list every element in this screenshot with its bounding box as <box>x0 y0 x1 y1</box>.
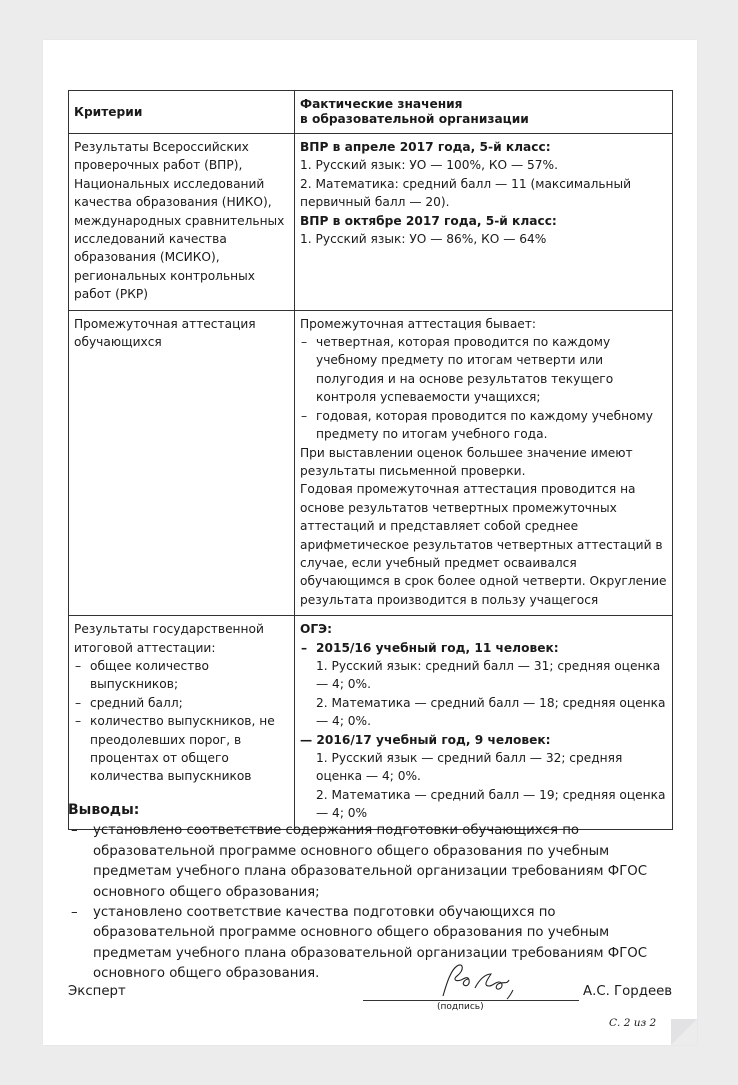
conclusion-item: – установлено соответствие качества подготовки обучающихся по образовательной программе основного общего образования по учебным предметам учебного плана образовательной организации требованиям ФГОС основного общего образования. <box>68 903 680 985</box>
criteria-table <box>68 90 673 830</box>
page-fold-corner <box>671 1019 697 1045</box>
oge-2015-item-2: 2. Математика — средний балл — 18; средняя оценка — 4; 0%. <box>316 695 666 729</box>
vpr-october-item-1: 1. Русский язык: УО — 86%, КО — 64% <box>300 232 547 247</box>
attestation-item-annual: – годовая, которая проводится по каждому учебному предмету по итогам учебного года. <box>300 407 667 444</box>
oge-2016-heading: — 2016/17 учебный год, 9 человек: <box>300 732 551 747</box>
oge-2016-item-1: 1. Русский язык — средний балл — 32; средняя оценка — 4; 0%. <box>316 751 623 784</box>
signature-image <box>435 960 555 1004</box>
oge-heading: ОГЭ: <box>300 622 332 637</box>
vpr-october-heading: ВПР в октябре 2017 года, 5-й класс: <box>300 213 557 228</box>
oge-2015-item-1: 1. Русский язык: средний балл — 31; средняя оценка — 4; 0%. <box>316 658 661 692</box>
header-values-line1: Фактические значения <box>300 97 463 111</box>
row2-values <box>295 310 673 616</box>
table-row <box>69 616 673 829</box>
attestation-item-quarterly: – четвертная, которая проводится по каждому учебному предмету по итогам четверти или полугодия и на основе результатов текущего контроля успеваемости учащихся; <box>300 333 667 407</box>
gia-criteria-item: – средний балл; <box>74 694 289 712</box>
gia-criteria-item: – количество выпускников, не преодолевших порог, в процентах от общего количества выпускников <box>74 712 289 786</box>
row1-values <box>295 134 673 311</box>
row3-values <box>295 616 673 829</box>
signature-line <box>363 1000 579 1001</box>
row2-criteria: Промежуточная аттестация обучающихся <box>69 310 295 616</box>
oge-2015-heading: – 2015/16 учебный год, 11 человек: <box>300 639 667 657</box>
attestation-intro: Промежуточная аттестация бывает: <box>300 316 536 331</box>
attestation-list <box>300 333 667 443</box>
conclusion-item: – установлено соответствие содержания подготовки обучающихся по образовательной программе основного общего образования по учебным предметам учебного плана образовательной организации требованиям ФГОС основного общего образования; <box>68 821 680 903</box>
header-criteria: Критерии <box>69 91 295 134</box>
gia-criteria-list <box>74 657 289 786</box>
conclusions-section <box>68 800 680 985</box>
vpr-april-item-1: 1. Русский язык: УО — 100%, КО — 57%. <box>300 158 559 173</box>
document-page <box>43 40 697 1045</box>
expert-label: Эксперт <box>68 984 126 999</box>
oge-list <box>300 639 667 657</box>
conclusions-title: Выводы: <box>68 802 140 818</box>
signature-caption: (подпись) <box>437 1002 484 1012</box>
gia-criteria-item: – общее количество выпускников; <box>74 657 289 694</box>
page-number: С. 2 из 2 <box>609 1017 657 1029</box>
expert-name: А.С. Гордеев <box>583 984 673 999</box>
gia-intro: Результаты государственной итоговой аттестации: <box>74 622 264 655</box>
table-row <box>69 134 673 311</box>
table-row <box>69 310 673 616</box>
attestation-para-1: При выставлении оценок большее значение имеют результаты письменной проверки. <box>300 445 633 478</box>
vpr-april-heading: ВПР в апреле 2017 года, 5-й класс: <box>300 140 551 154</box>
oge-2016-item-2: 2. Математика — средний балл — 19; средняя оценка — 4; 0% <box>316 787 666 821</box>
row3-criteria <box>69 616 295 829</box>
row1-criteria: Результаты Всероссийских проверочных работ (ВПР), Национальных исследований качества образования (НИКО), международных сравнительных исследований качества образования (МСИКО), региональных контрольных работ (РКР) <box>69 134 295 311</box>
attestation-para-2: Годовая промежуточная аттестация проводится на основе результатов четвертных промежуточных аттестаций и представляет собой среднее арифметическое результатов четвертных аттестаций в случае, если учебный предмет осваивался обучающимся в срок более одной четверти. Округление результата производится в пользу учащегося <box>300 482 667 607</box>
header-values <box>295 91 673 134</box>
table-header-row <box>69 91 673 134</box>
header-values-line2: в образовательной организации <box>300 112 529 126</box>
vpr-april-item-2: 2. Математика: средний балл — 11 (максимальный первичный балл — 20). <box>300 176 632 210</box>
conclusions-list <box>68 821 680 984</box>
